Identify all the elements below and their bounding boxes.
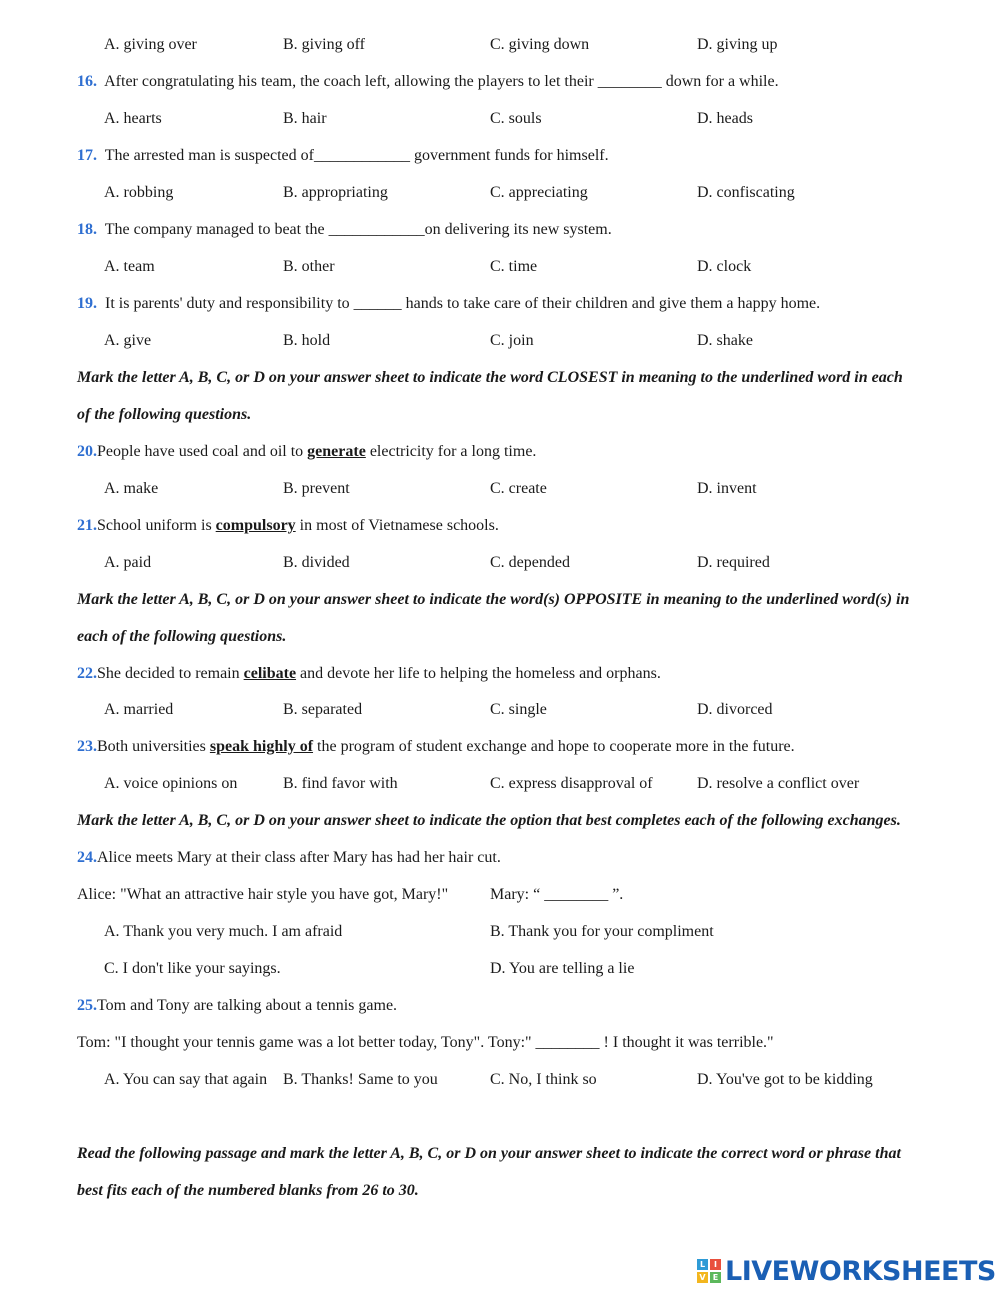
underlined-word: speak highly of (209, 738, 314, 755)
q16-option-b[interactable]: B. hair (283, 110, 327, 127)
q17-option-c[interactable]: C. appreciating (490, 184, 588, 201)
question-16 (77, 72, 779, 92)
q17-option-b[interactable]: B. appropriating (283, 184, 388, 201)
question-18 (77, 220, 612, 240)
question-25 (77, 996, 397, 1016)
q23-option-c[interactable]: C. express disapproval of (490, 775, 653, 792)
logo-text: LIVEWORKSHEETS (725, 1255, 996, 1287)
logo-letter: L (697, 1259, 708, 1270)
q18-option-c[interactable]: C. time (490, 258, 538, 275)
q17-option-d[interactable]: D. confiscating (697, 184, 795, 201)
question-23 (77, 737, 795, 757)
q22-option-c[interactable]: C. single (490, 701, 547, 718)
q21-option-c[interactable]: C. depended (490, 554, 570, 571)
question-24 (77, 848, 501, 868)
question-text-post: electricity for a long time. (365, 443, 537, 460)
q23-option-a[interactable]: A. voice opinions on (104, 775, 238, 792)
q24-option-c[interactable]: C. I don't like your sayings. (104, 960, 281, 977)
q17-option-a[interactable]: A. robbing (104, 184, 174, 201)
q22-option-a[interactable]: A. married (104, 701, 174, 718)
q15-option-c[interactable]: C. giving down (490, 36, 590, 53)
question-17 (77, 146, 609, 166)
q19-option-b[interactable]: B. hold (283, 332, 331, 349)
q20-option-c[interactable]: C. create (490, 480, 547, 497)
question-text: The company managed to beat the ____________on delivering its new system. (104, 221, 612, 238)
question-text-post: the program of student exchange and hope to cooperate more in the future. (313, 738, 795, 755)
question-number: 18. (77, 221, 97, 238)
q16-option-a[interactable]: A. hearts (104, 110, 162, 127)
q19-option-d[interactable]: D. shake (697, 332, 753, 349)
logo-letter: I (710, 1259, 721, 1270)
q25-option-a[interactable]: A. You can say that again (104, 1071, 268, 1088)
q18-option-a[interactable]: A. team (104, 258, 155, 275)
question-text-post: and devote her life to helping the homeless and orphans. (296, 665, 661, 682)
q19-option-c[interactable]: C. join (490, 332, 534, 349)
question-number: 19. (77, 295, 97, 312)
q21-option-b[interactable]: B. divided (283, 554, 350, 571)
q24-option-b[interactable]: B. Thank you for your compliment (490, 923, 714, 940)
question-number: 23. (77, 738, 97, 755)
q20-option-b[interactable]: B. prevent (283, 480, 350, 497)
liveworksheets-logo (697, 1254, 996, 1288)
q24-option-d[interactable]: D. You are telling a lie (490, 960, 635, 977)
question-number: 20. (77, 443, 97, 460)
question-number: 25. (77, 997, 97, 1014)
question-number: 17. (77, 147, 97, 164)
q22-option-b[interactable]: B. separated (283, 701, 363, 718)
question-21 (77, 516, 499, 536)
q20-option-d[interactable]: D. invent (697, 480, 757, 497)
instruction-opposite-line2: each of the following questions. (77, 628, 287, 645)
q24-dialogue-alice: Alice: "What an attractive hair style you have got, Mary!" (77, 886, 449, 903)
instruction-opposite-line1: Mark the letter A, B, C, or D on your answer sheet to indicate the word(s) OPPOSITE in meaning to the underlined word(s) in (77, 591, 910, 608)
question-22 (77, 664, 661, 684)
q19-option-a[interactable]: A. give (104, 332, 152, 349)
logo-letter: V (697, 1272, 708, 1283)
question-text: Alice meets Mary at their class after Mary has had her hair cut. (97, 849, 501, 866)
underlined-word: generate (307, 443, 366, 460)
q25-option-b[interactable]: B. Thanks! Same to you (283, 1071, 438, 1088)
q25-option-d[interactable]: D. You've got to be kidding (697, 1071, 873, 1088)
question-text-pre: Both universities (97, 738, 210, 755)
underlined-word: celibate (243, 665, 297, 682)
logo-mark-icon (697, 1259, 721, 1283)
question-number: 24. (77, 849, 97, 866)
q16-option-d[interactable]: D. heads (697, 110, 753, 127)
question-text: It is parents' duty and responsibility to ______ hands to take care of their children and give them a happy home. (105, 295, 821, 312)
question-text: After congratulating his team, the coach left, allowing the players to let their ________ down for a while. (104, 73, 779, 90)
question-number: 22. (77, 665, 97, 682)
q18-option-b[interactable]: B. other (283, 258, 335, 275)
q15-option-d[interactable]: D. giving up (697, 36, 778, 53)
q23-option-d[interactable]: D. resolve a conflict over (697, 775, 860, 792)
instruction-exchanges: Mark the letter A, B, C, or D on your answer sheet to indicate the option that best completes each of the following exchanges. (77, 812, 901, 829)
instruction-closest-line1: Mark the letter A, B, C, or D on your answer sheet to indicate the word CLOSEST in meaning to the underlined word in each (77, 369, 903, 386)
q23-option-b[interactable]: B. find favor with (283, 775, 398, 792)
q21-option-d[interactable]: D. required (697, 554, 770, 571)
q15-option-b[interactable]: B. giving off (283, 36, 365, 53)
q22-option-d[interactable]: D. divorced (697, 701, 773, 718)
logo-letter: E (710, 1272, 721, 1283)
q18-option-d[interactable]: D. clock (697, 258, 752, 275)
q21-option-a[interactable]: A. paid (104, 554, 152, 571)
question-20 (77, 442, 536, 462)
underlined-word: compulsory (215, 517, 296, 534)
q25-dialogue: Tom: "I thought your tennis game was a lot better today, Tony". Tony:" ________ ! I thought it was terrible." (77, 1034, 774, 1051)
question-text: Tom and Tony are talking about a tennis game. (97, 997, 398, 1014)
question-text-pre: People have used coal and oil to (97, 443, 308, 460)
question-number: 21. (77, 517, 97, 534)
q20-option-a[interactable]: A. make (104, 480, 159, 497)
question-text: The arrested man is suspected of____________ government funds for himself. (104, 147, 609, 164)
q25-option-c[interactable]: C. No, I think so (490, 1071, 597, 1088)
instruction-closest-line2: of the following questions. (77, 406, 252, 423)
question-number: 16. (77, 73, 97, 90)
q24-dialogue-mary: Mary: “ ________ ”. (490, 886, 624, 903)
instruction-passage-line2: best fits each of the numbered blanks from 26 to 30. (77, 1182, 419, 1199)
q15-option-a[interactable]: A. giving over (104, 36, 197, 53)
instruction-passage-line1: Read the following passage and mark the letter A, B, C, or D on your answer sheet to indicate the correct word or phrase that (77, 1145, 901, 1162)
q16-option-c[interactable]: C. souls (490, 110, 542, 127)
q24-option-a[interactable]: A. Thank you very much. I am afraid (104, 923, 343, 940)
question-text-pre: School uniform is (97, 517, 216, 534)
question-text-pre: She decided to remain (97, 665, 244, 682)
question-19 (77, 294, 820, 314)
question-text-post: in most of Vietnamese schools. (295, 517, 499, 534)
